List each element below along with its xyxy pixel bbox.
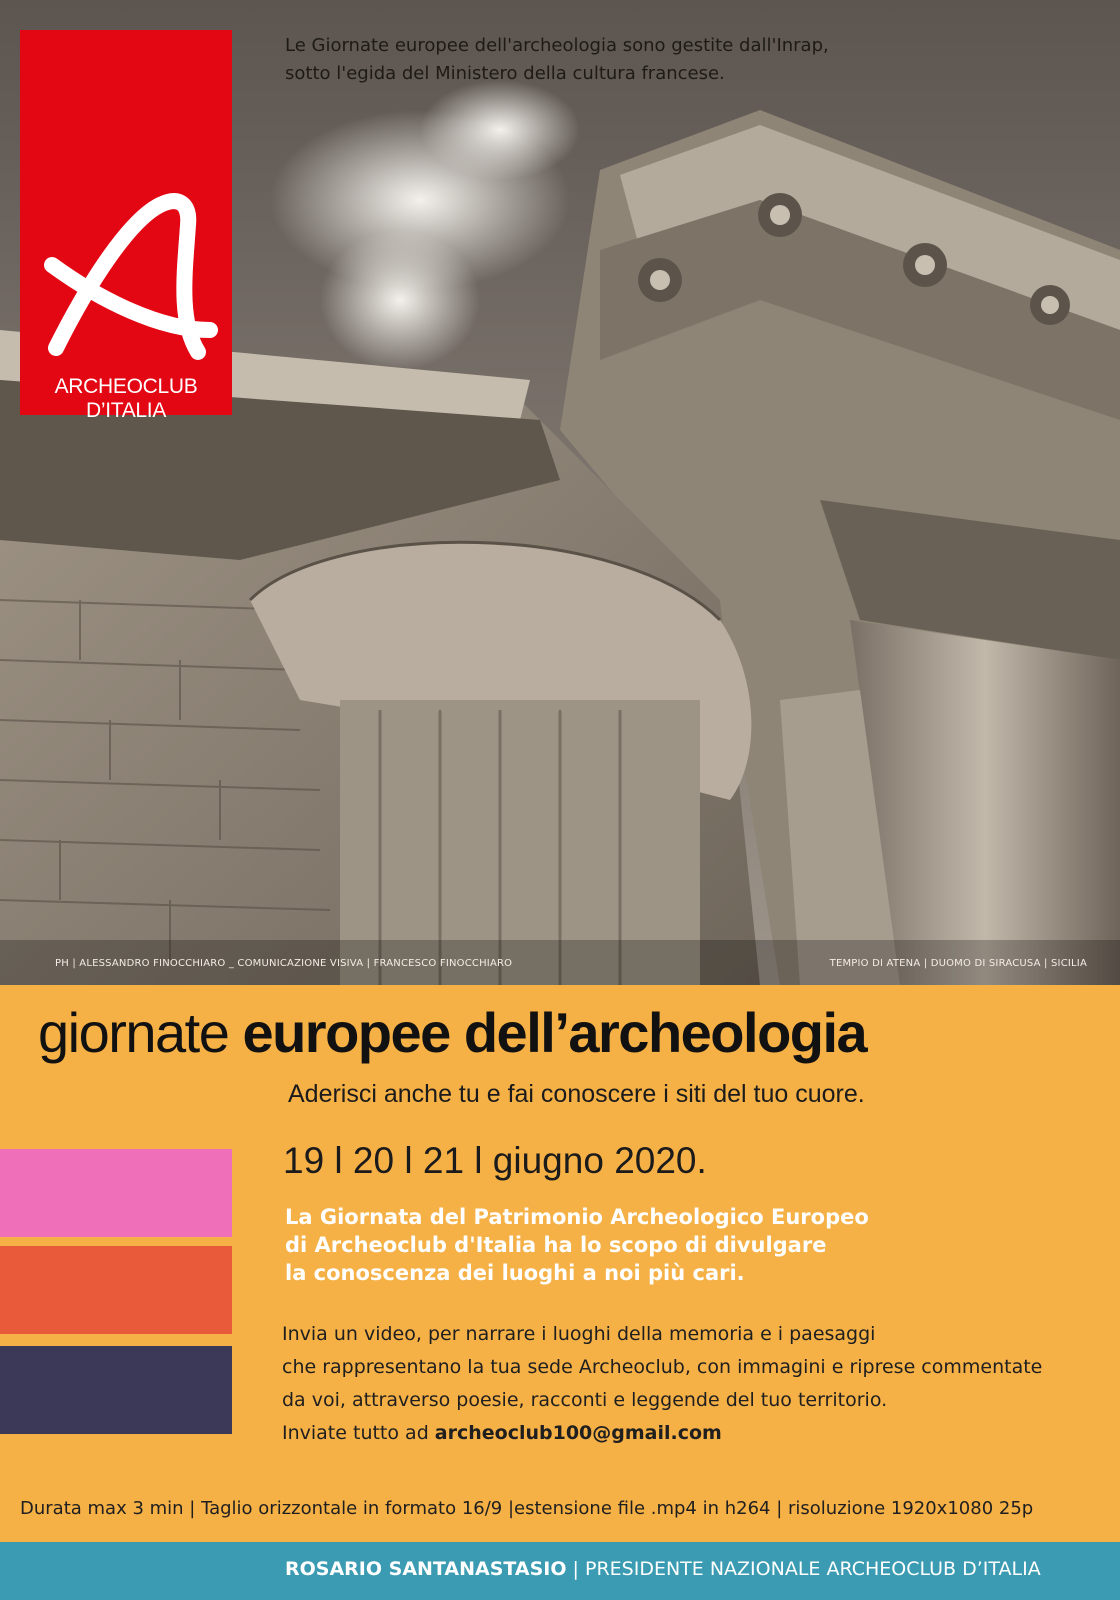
body-line [282, 1417, 1102, 1450]
title-bold: europee dell’archeologia [242, 1001, 867, 1064]
photo-location: TEMPIO DI ATENA | DUOMO DI SIRACUSA | SICILIA [829, 958, 1087, 969]
footer-text [285, 1558, 1041, 1580]
event-dates: 19 l 20 l 21 l giugno 2020. [283, 1140, 707, 1181]
color-bar-red [0, 1246, 232, 1334]
logo-name: ARCHEOCLUB D’ITALIA [54, 375, 198, 422]
intro-line: Le Giornate europee dell'archeologia sono gestite dall'Inrap, [285, 35, 829, 56]
email-link[interactable]: archeoclub100@gmail.com [434, 1422, 722, 1444]
intro-text [285, 32, 885, 88]
lead-paragraph [285, 1203, 1085, 1287]
president-role: PRESIDENTE NAZIONALE ARCHEOCLUB D’ITALIA [585, 1558, 1041, 1580]
photo-credit: PH | ALESSANDRO FINOCCHIARO _ COMUNICAZIONE VISIVA | FRANCESCO FINOCCHIARO [55, 958, 513, 969]
lead-line: di Archeoclub d'Italia ha lo scopo di divulgare [285, 1233, 827, 1257]
color-bar-pink [0, 1149, 232, 1237]
footer-bar [0, 1542, 1120, 1600]
body-line: Invia un video, per narrare i luoghi della memoria e i paesaggi [282, 1323, 876, 1345]
president-name: ROSARIO SANTANASTASIO [285, 1558, 567, 1580]
subtitle: Aderisci anche tu e fai conoscere i siti del tuo cuore. [288, 1080, 865, 1108]
lead-line: La Giornata del Patrimonio Archeologico Europeo [285, 1205, 869, 1229]
color-bar-navy [0, 1346, 232, 1434]
body-line: che rappresentano la tua sede Archeoclub, con immagini e riprese commentate [282, 1356, 1043, 1378]
video-specs: Durata max 3 min | Taglio orizzontale in formato 16/9 |estensione file .mp4 in h264 | risoluzione 1920x1080 25p [20, 1498, 1034, 1519]
archeoclub-a-mark-icon [20, 30, 232, 415]
lead-line: la conoscenza dei luoghi a noi più cari. [285, 1261, 745, 1285]
page-title [38, 1000, 866, 1065]
title-light: giornate [38, 1001, 229, 1064]
intro-line: sotto l'egida del Ministero della cultura francese. [285, 63, 725, 84]
body-paragraph [282, 1318, 1102, 1450]
email-prefix: Inviate tutto ad [282, 1422, 435, 1444]
archeoclub-logo [20, 30, 232, 422]
body-line: da voi, attraverso poesie, racconti e leggende del tuo territorio. [282, 1389, 888, 1411]
footer-separator: | [566, 1558, 585, 1580]
